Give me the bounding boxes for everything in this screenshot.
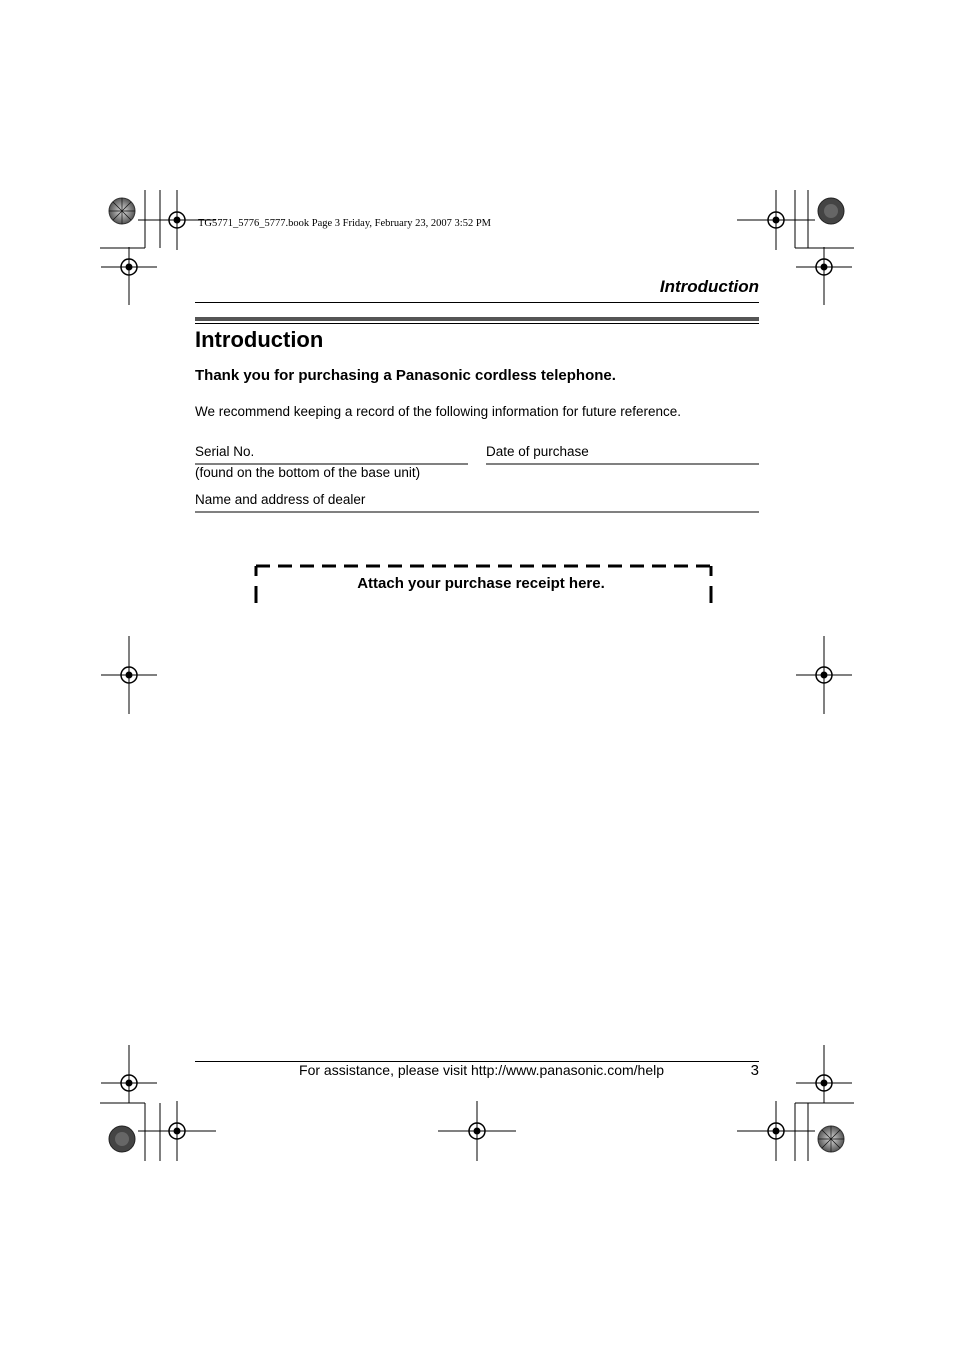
registration-mark	[101, 247, 157, 305]
page-number: 3	[750, 1062, 759, 1079]
star-target-mark	[818, 1126, 844, 1152]
registration-mark	[796, 247, 852, 305]
registration-mark	[796, 636, 852, 714]
registration-mark	[796, 1045, 852, 1103]
footer-assistance-text: For assistance, please visit http://www.panasonic.com/help	[299, 1062, 664, 1078]
color-target-mark	[109, 1126, 135, 1152]
color-target-mark	[818, 198, 844, 224]
section-rule-thin	[195, 323, 759, 324]
registration-mark	[138, 1101, 216, 1161]
receipt-label: Attach your purchase receipt here.	[357, 575, 605, 592]
header-rule	[195, 302, 759, 303]
registration-mark	[101, 636, 157, 714]
intro-text: We recommend keeping a record of the following information for future reference.	[195, 404, 681, 419]
print-header: TG5771_5776_5777.book Page 3 Friday, February 23, 2007 3:52 PM	[198, 218, 492, 229]
registration-mark	[101, 1045, 157, 1103]
serial-number-note: (found on the bottom of the base unit)	[195, 465, 421, 480]
lead-text: Thank you for purchasing a Panasonic cordless telephone.	[195, 367, 616, 384]
registration-mark	[737, 190, 815, 250]
section-title: Introduction	[195, 327, 324, 352]
section-rule-thick	[195, 317, 759, 321]
registration-mark	[737, 1101, 815, 1161]
running-head: Introduction	[659, 277, 759, 296]
serial-number-label: Serial No.	[195, 444, 255, 459]
star-target-mark	[109, 198, 135, 224]
date-of-purchase-label: Date of purchase	[486, 444, 589, 459]
dealer-label: Name and address of dealer	[195, 492, 366, 507]
registration-mark	[438, 1101, 516, 1161]
